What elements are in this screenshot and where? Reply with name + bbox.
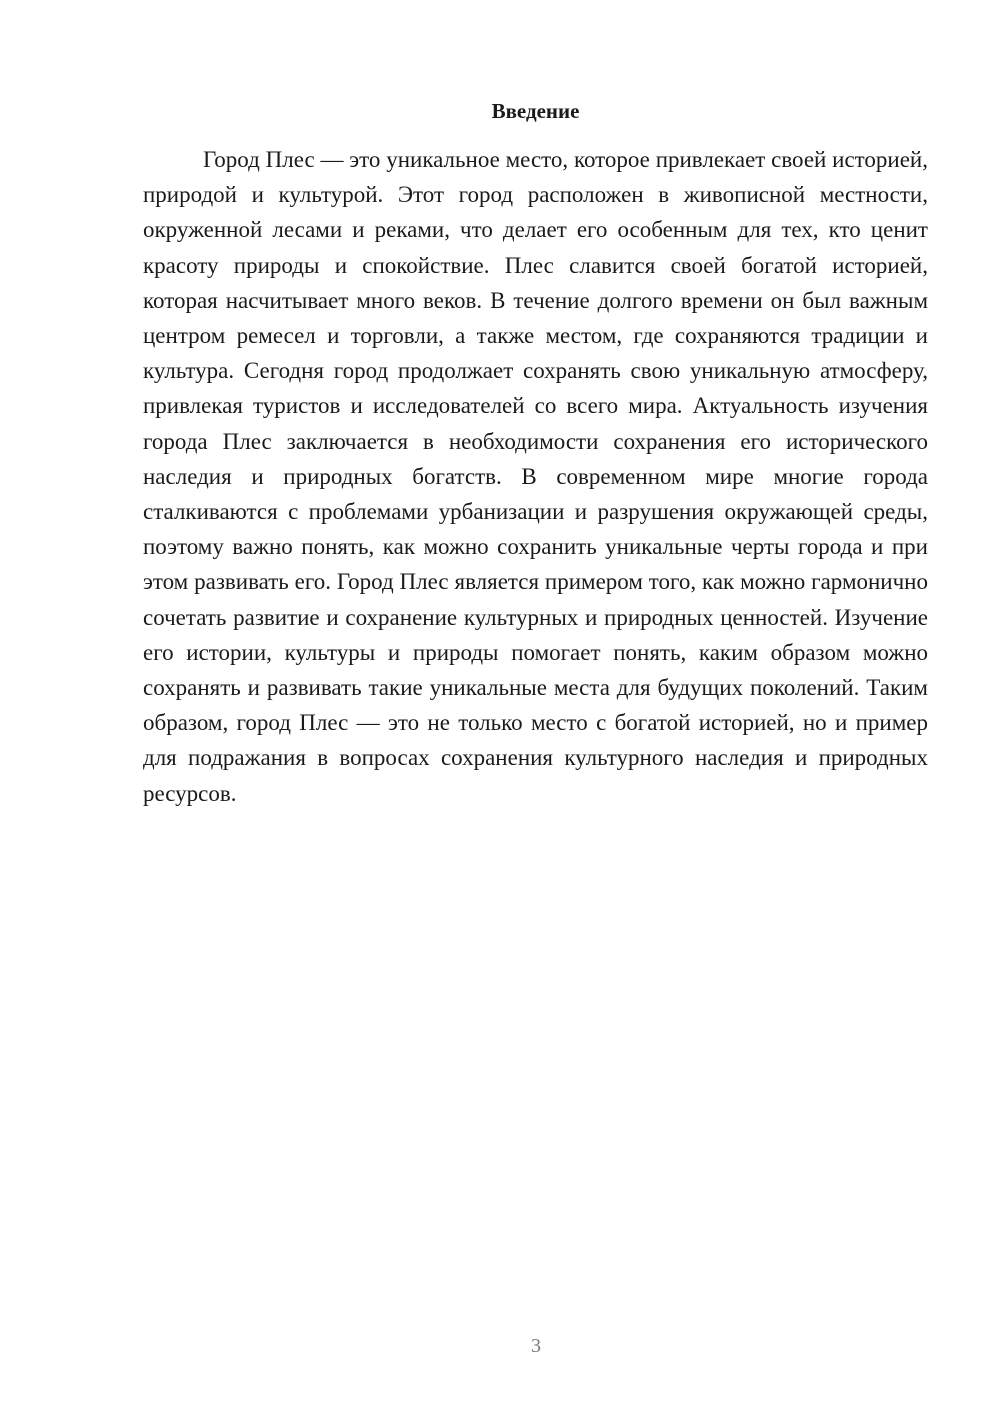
body-paragraph: Город Плес — это уникальное место, которое привлекает своей историей, природой и культурой. Этот город расположен в живописной местности, окруженной лесами и реками, что делает его особенным для тех, кто ценит красоту природы и спокойствие. Плес славится своей богатой историей, которая насчитывает много веков. В течение долгого времени он был важным центром ремесел и торговли, а также местом, где сохраняются традиции и культура. Сегодня город продолжает сохранять свою уникальную атмосферу, привлекая туристов и исследователей со всего мира. Актуальность изучения города Плес заключается в необходимости сохранения его исторического наследия и природных богатств. В современном мире многие города сталкиваются с проблемами урбанизации и разрушения окружающей среды, поэтому важно понять, как можно сохранить уникальные черты города и при этом развивать его. Город Плес является примером того, как можно гармонично сочетать развитие и сохранение культурных и природных ценностей. Изучение его истории, культуры и природы помогает понять, каким образом можно сохранять и развивать такие уникальные места для будущих поколений. Таким образом, город Плес — это не только место с богатой историей, но и пример для подражания в вопросах сохранения культурного наследия и природных ресурсов.	[143, 147, 928, 806]
section-heading: Введение	[491, 99, 580, 123]
page-number: 3	[531, 1335, 541, 1357]
